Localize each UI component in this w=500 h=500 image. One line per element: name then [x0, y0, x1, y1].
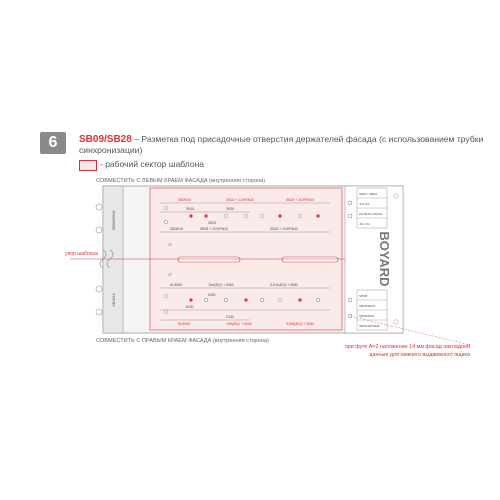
panel-label: SB02/SB/SB28: [359, 324, 380, 328]
dim-label: SB16 + 1/2HRN40: [226, 198, 254, 202]
panel-label: SB/08: [359, 294, 368, 298]
drill-hole: [164, 220, 167, 223]
handle-label: упор шаблона: [65, 251, 98, 257]
product-code: SB09/SB28: [79, 134, 132, 145]
drill-hole: [316, 298, 319, 301]
strip-hole: [96, 286, 102, 292]
panel-label: HNTRAILUNGAN: [359, 212, 383, 216]
drill-hole: [244, 214, 247, 217]
strip-hole: [96, 204, 102, 210]
step-number-badge: 6: [40, 132, 66, 154]
drill-hole: [164, 294, 167, 297]
drill-hole: [260, 298, 263, 301]
drill-hole: [244, 298, 247, 301]
dim-label: D180: [226, 315, 235, 319]
center-slot: [282, 257, 338, 262]
left-strip: [103, 186, 123, 333]
dim-label: SB08 + 1/2HRN40: [200, 227, 228, 231]
dim-label: SB09/26: [178, 198, 192, 202]
top-edge-label: СОВМЕСТИТЬ С ЛЕВЫМ КРАЕМ ФАСАДА (внутренняя сторона): [96, 178, 266, 184]
dim-label: 17: [168, 273, 172, 277]
dim-label: SB30: [226, 207, 235, 211]
dim-label: SJHA(80)2 + 8080: [286, 322, 314, 326]
strip-hole: [394, 320, 398, 324]
dim-label: SB28 + 2/2HRN40: [286, 198, 314, 202]
dim-label: SJHA(80)2 + 8080: [270, 283, 298, 287]
dim-label: 17: [168, 243, 172, 247]
drill-hole: [348, 298, 352, 302]
dim-label: 8180: [186, 305, 194, 309]
dim-label: SB28 + 2/2HRN40: [270, 227, 298, 231]
drill-hole: [189, 298, 192, 301]
dim-label: 8080: [208, 293, 216, 297]
bottom-edge-label: СОВМЕСТИТЬ С ПРАВЫМ КРАЕМ ФАСАДА (внутренняя сторона): [96, 338, 269, 344]
brand-text: BOYARD: [377, 231, 392, 287]
strip-label: SB28/HRN40: [112, 209, 116, 231]
panel-label: SB09 / SB/26: [359, 192, 378, 196]
drill-hole: [204, 298, 207, 301]
strip-hole: [394, 194, 398, 198]
panel-label: JG1 3/4: [359, 222, 370, 226]
drill-hole: [278, 214, 281, 217]
strip-label: SB08/18: [112, 293, 116, 307]
right-note: при фуге A=2 наложение 14 мм фасад накладной данные для нижнего выдвижного ящика: [344, 344, 470, 358]
drill-hole: [298, 298, 301, 301]
strip-hole: [96, 227, 102, 233]
dim-label: JHA(80)1 + 8080: [208, 283, 234, 287]
drill-hole: [224, 214, 227, 217]
drill-hole: [348, 201, 352, 205]
drill-hole: [316, 214, 319, 217]
drill-hole: [278, 298, 281, 301]
dim-label: 81/8080: [170, 283, 183, 287]
strip-hole: [96, 309, 102, 315]
dim-label: 81/8080: [178, 322, 191, 326]
center-slot: [178, 257, 240, 262]
panel-label: SB18/SB/26: [359, 304, 376, 308]
dim-label: JHA(80)1 + 8080: [226, 322, 252, 326]
title-text: – Разметка под присадочные отверстия держателей фасада (с использованием трубки синхронизации): [79, 134, 484, 155]
drill-hole: [164, 206, 167, 209]
panel-label: SB/18/B/26: [359, 314, 375, 318]
dim-label: SB18: [186, 207, 195, 211]
dim-label: SB26: [208, 221, 217, 225]
drill-hole: [348, 214, 352, 218]
drill-hole: [204, 214, 207, 217]
drill-hole: [260, 214, 263, 217]
legend-text: - рабочий сектор шаблона: [100, 159, 204, 169]
drill-hole: [298, 214, 301, 217]
drill-hole: [189, 214, 192, 217]
panel-label: JG1 3/4: [359, 202, 370, 206]
drill-hole: [224, 298, 227, 301]
dim-label: SB08/18: [170, 227, 184, 231]
drill-hole: [164, 310, 167, 313]
